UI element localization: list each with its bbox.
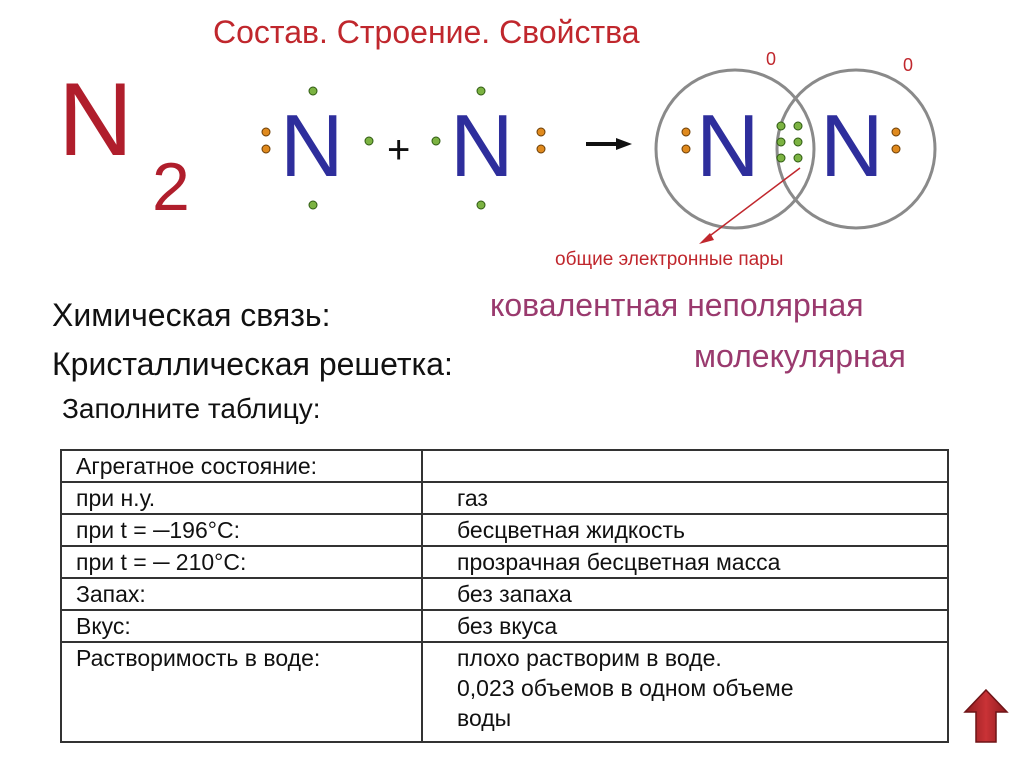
property-cell: Вкус: (61, 610, 422, 642)
formula-subscript: 2 (152, 149, 190, 225)
table-row (61, 578, 948, 610)
value-line: плохо растворим в воде. (457, 645, 722, 671)
table-row (61, 450, 948, 482)
formula-symbol: N (58, 62, 134, 178)
property-cell: Агрегатное состояние: (61, 450, 422, 482)
value-cell: без запаха (422, 578, 948, 610)
charge-right: 0 (903, 55, 914, 75)
lattice-value: молекулярная (694, 338, 906, 374)
value-cell: газ (422, 482, 948, 514)
table-row (61, 514, 948, 546)
property-cell: Запах: (61, 578, 422, 610)
table-row (61, 546, 948, 578)
table-row (61, 610, 948, 642)
value-cell (422, 450, 948, 482)
lattice-label: Кристаллическая решетка: (52, 346, 453, 382)
property-cell: при н.у. (61, 482, 422, 514)
bond-label: Химическая связь: (52, 297, 331, 333)
shared-pairs-label: общие электронные пары (555, 249, 784, 270)
right-arrow-icon (586, 138, 632, 150)
atom-left: N (280, 96, 344, 195)
value-line: воды (457, 705, 512, 731)
table-row (61, 642, 948, 742)
up-arrow-icon[interactable] (963, 688, 1009, 744)
property-cell: при t = ─ 210°C: (61, 546, 422, 578)
charge-left: 0 (766, 49, 777, 69)
property-cell: Растворимость в воде: (61, 642, 422, 742)
shared-electron-pairs (777, 122, 802, 162)
atom-right: N (450, 96, 514, 195)
property-cell: при t = ─196°C: (61, 514, 422, 546)
value-cell: бесцветная жидкость (422, 514, 948, 546)
molecule-atom-right: N (820, 96, 884, 195)
table-row (61, 482, 948, 514)
plus-sign: + (387, 128, 411, 172)
value-cell: прозрачная бесцветная масса (422, 546, 948, 578)
task-label: Заполните таблицу: (62, 393, 321, 424)
slide-title: Состав. Строение. Свойства (213, 14, 640, 50)
bond-value: ковалентная неполярная (490, 287, 864, 323)
properties-table (60, 449, 949, 743)
value-cell: без вкуса (422, 610, 948, 642)
value-cell (422, 642, 948, 742)
value-line: 0,023 объемов в одном объеме (457, 675, 794, 701)
molecule-atom-left: N (696, 96, 760, 195)
